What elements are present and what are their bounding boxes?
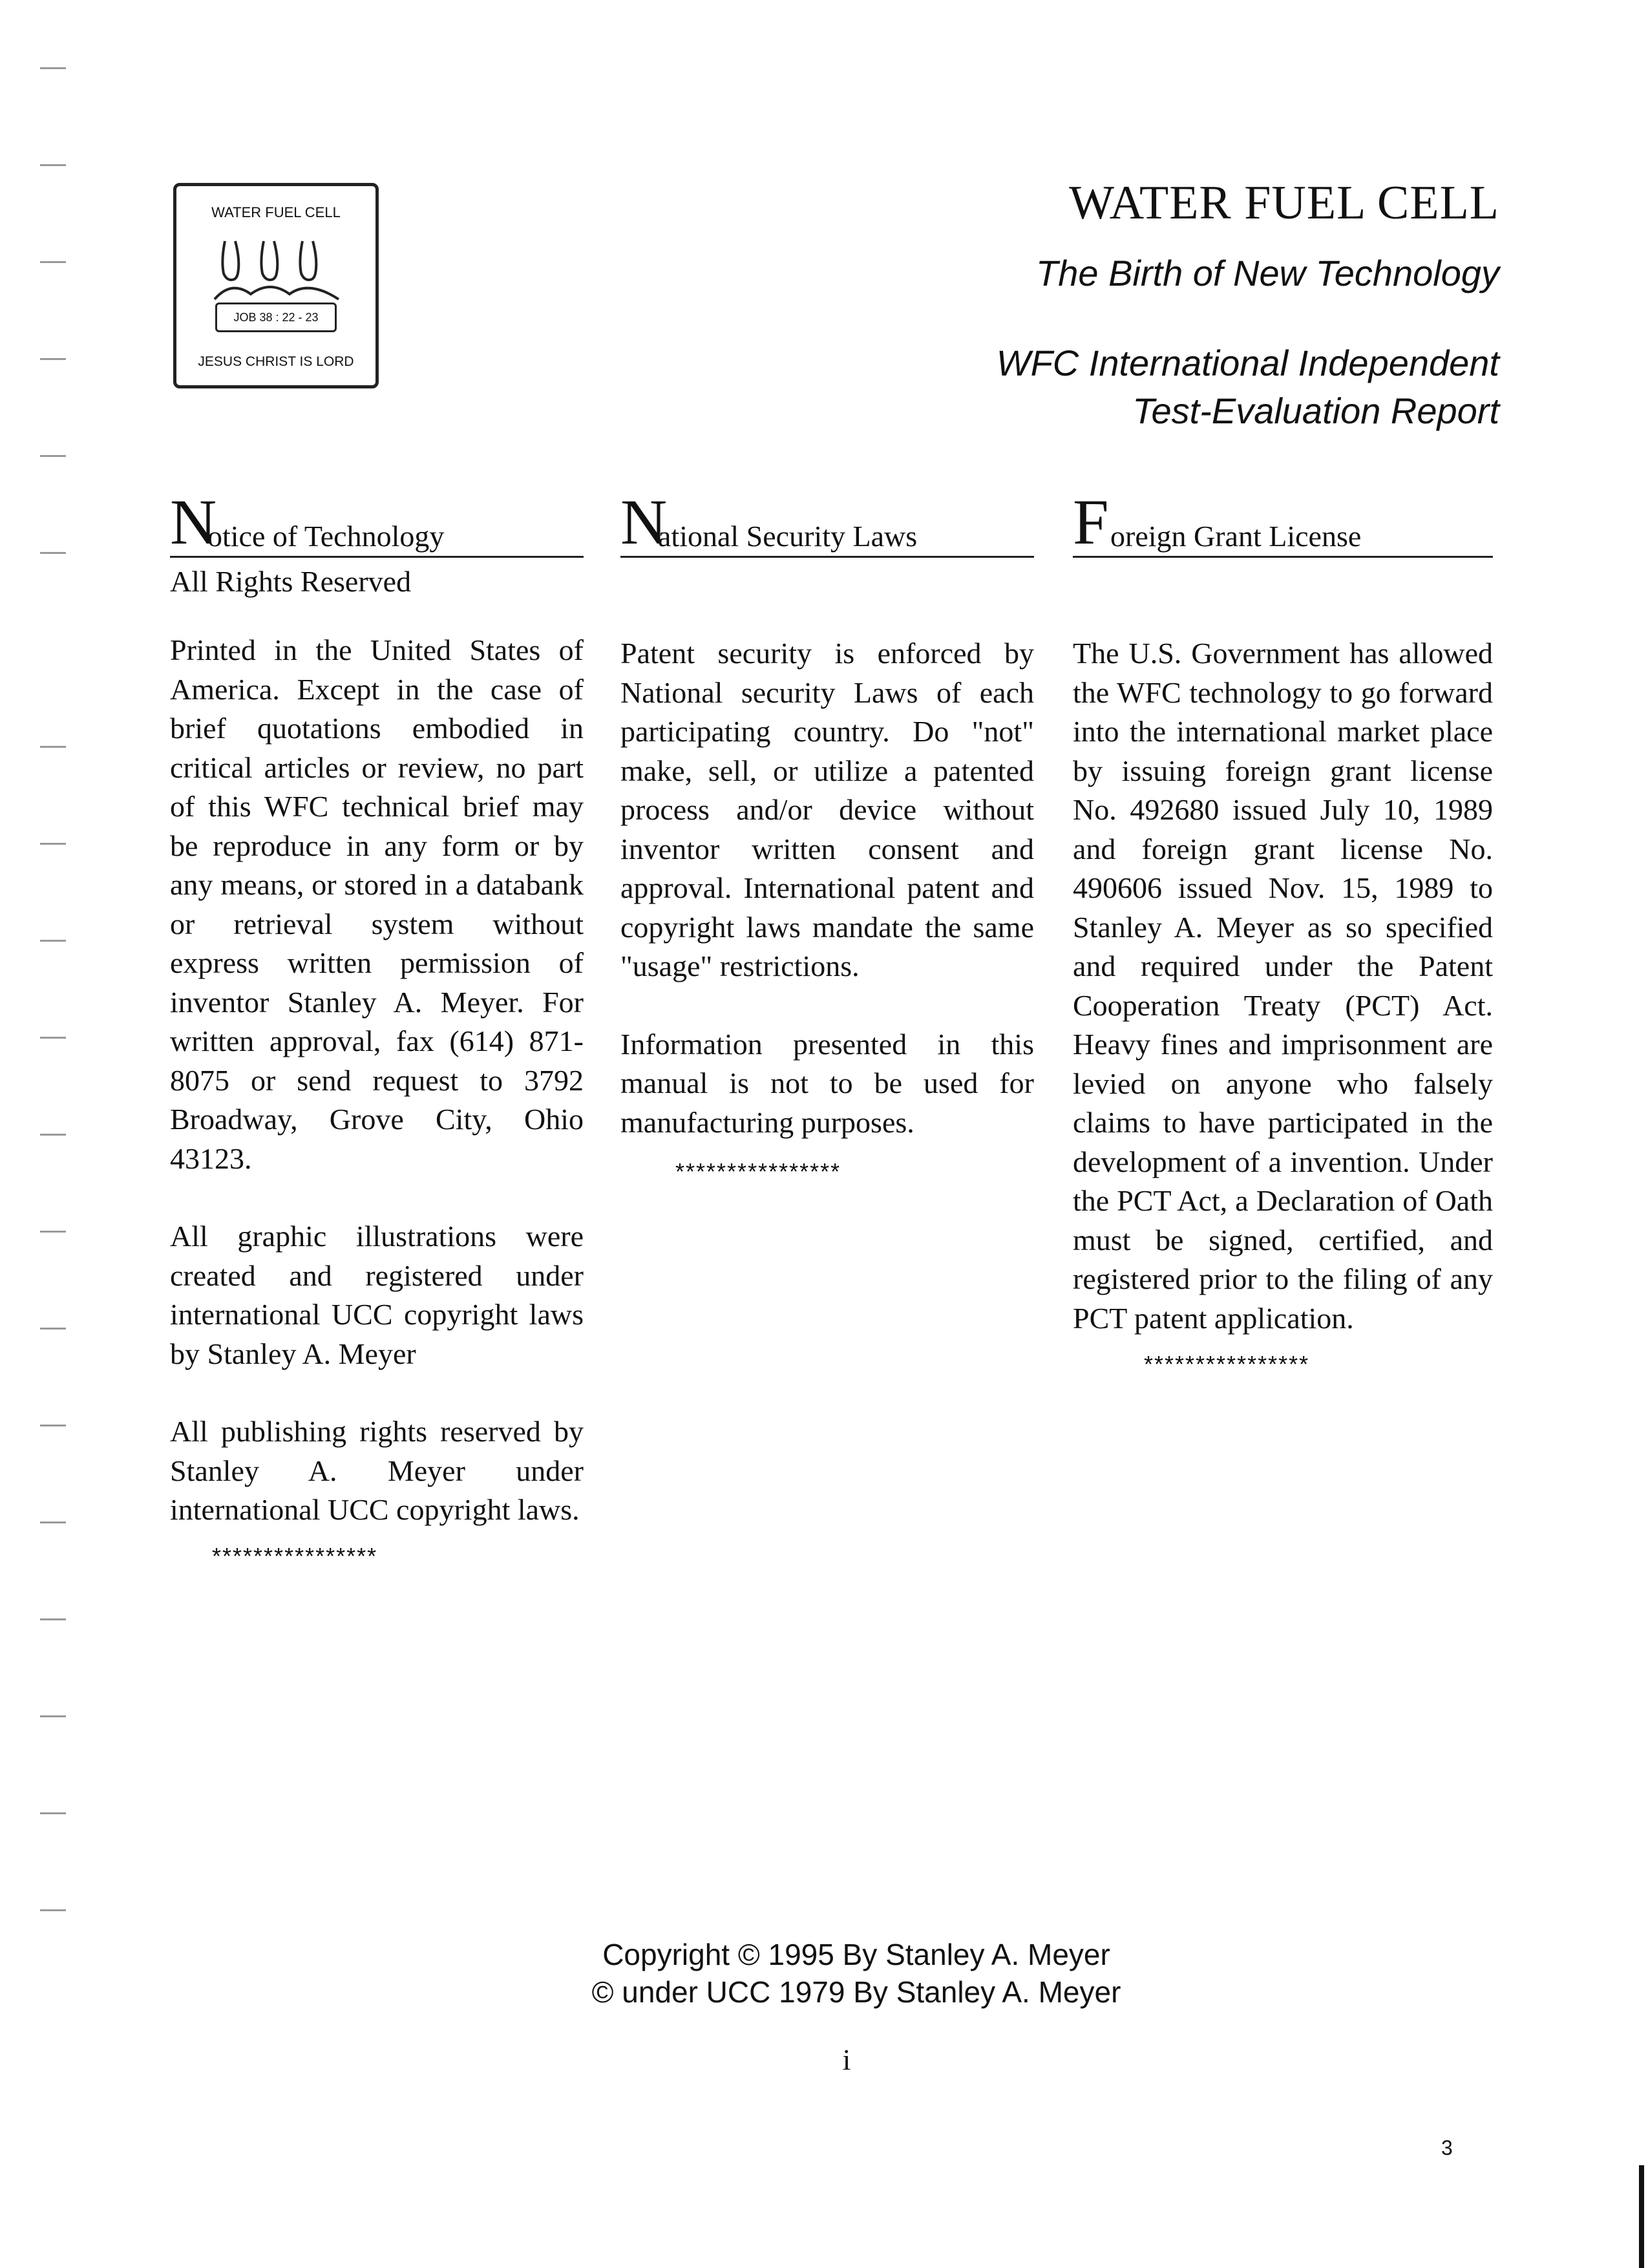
binding-tick xyxy=(40,1037,66,1039)
binding-tick xyxy=(40,1521,66,1523)
binding-tick xyxy=(40,1231,66,1233)
page-title: WATER FUEL CELL xyxy=(1069,176,1499,229)
paragraph: The U.S. Government has allowed the WFC technology to go forward into the international market place by issuing foreign grant license No. 492680 issued July 10, 1989 and foreign grant license No. 490606 issued Nov. 15, 1989 to Stanley A. Meyer as so specified and required under the Patent Cooperation Treaty (PCT) Act. Heavy fines and imprisonment are levied on anyone who falsely claims to have participated in the development of a invention. Under the PCT Act, a Declaration of Oath must be signed, certified, and registered prior to the filing of any PCT patent application. xyxy=(1073,637,1493,1335)
separator-stars: **************** xyxy=(1144,1351,1310,1377)
report-title-line1: WFC International Independent xyxy=(996,343,1499,383)
roman-page-number: i xyxy=(842,2043,851,2076)
candles-icon xyxy=(212,235,341,306)
copyright-line: © under UCC 1979 By Stanley A. Meyer xyxy=(591,1975,1121,2009)
binding-tick xyxy=(40,358,66,360)
copyright-notice xyxy=(0,1936,1648,2011)
heading-initial: N xyxy=(170,486,217,558)
binding-tick xyxy=(40,843,66,845)
binding-tick xyxy=(40,1812,66,1814)
binding-tick xyxy=(40,940,66,942)
heading-text: oreign Grant License xyxy=(1110,520,1362,553)
paragraph: Printed in the United States of America. Except in the case of brief quotations embodied in critical articles or review, no part of this WFC technical brief may be reproduce in any form or by any means, or stored in a databank or retrieval system without express written permission of inventor Stanley A. Meyer. For written approval, fax (614) 871-8075 or send request to 3792 Broadway, Grove City, Ohio 43123. xyxy=(170,633,584,1175)
binding-tick xyxy=(40,1909,66,1911)
binding-tick xyxy=(40,1425,66,1426)
logo-verse: JOB 38 : 22 - 23 xyxy=(215,302,337,332)
copyright-line: Copyright © 1995 By Stanley A. Meyer xyxy=(602,1938,1110,1971)
binding-tick xyxy=(40,455,66,457)
logo-top-text: WATER FUEL CELL xyxy=(211,204,341,220)
edge-bar xyxy=(1639,2165,1644,2268)
rights-reserved: All Rights Reserved xyxy=(170,565,412,598)
report-title xyxy=(997,339,1499,435)
binding-tick xyxy=(40,164,66,166)
separator-stars: **************** xyxy=(212,1542,378,1569)
paragraph: All graphic illustrations were created and registered under international UCC copyright laws by Stanley A. Meyer xyxy=(170,1220,584,1370)
paragraph: Patent security is enforced by National security Laws of each participating country. Do "not" make, sell, or utilize a patented process and/or device without inventor written consent and approval. International patent and copyright laws mandate the same "usage" restrictions. xyxy=(620,637,1034,982)
license-heading xyxy=(1073,486,1493,558)
binding-tick xyxy=(40,261,66,263)
binding-tick xyxy=(40,1328,66,1330)
paragraph: Information presented in this manual is not to be used for manufacturing purposes. xyxy=(620,1027,1034,1139)
logo-bottom-text: JESUS CHRIST IS LORD xyxy=(198,354,354,369)
heading-initial: F xyxy=(1073,486,1109,558)
wfc-logo xyxy=(173,183,379,388)
security-column xyxy=(620,486,1034,1185)
paragraph: All publishing rights reserved by Stanley A. Meyer under international UCC copyright laws. xyxy=(170,1415,584,1526)
heading-initial: N xyxy=(620,486,668,558)
binding-tick xyxy=(40,1134,66,1136)
separator-stars: **************** xyxy=(675,1158,841,1185)
license-column xyxy=(1073,486,1493,1378)
heading-text: otice of Technology xyxy=(207,520,445,553)
heading-text: ational Security Laws xyxy=(658,520,918,553)
binding-tick xyxy=(40,552,66,554)
notice-heading xyxy=(170,486,584,558)
notice-column xyxy=(170,486,584,1570)
report-title-line2: Test-Evaluation Report xyxy=(1132,390,1499,431)
binding-tick xyxy=(40,746,66,748)
page-number: 3 xyxy=(1441,2136,1453,2159)
page-subtitle: The Birth of New Technology xyxy=(1036,253,1499,293)
binding-tick xyxy=(40,67,66,69)
binding-tick xyxy=(40,1715,66,1717)
binding-tick xyxy=(40,1618,66,1620)
security-heading xyxy=(620,486,1034,558)
